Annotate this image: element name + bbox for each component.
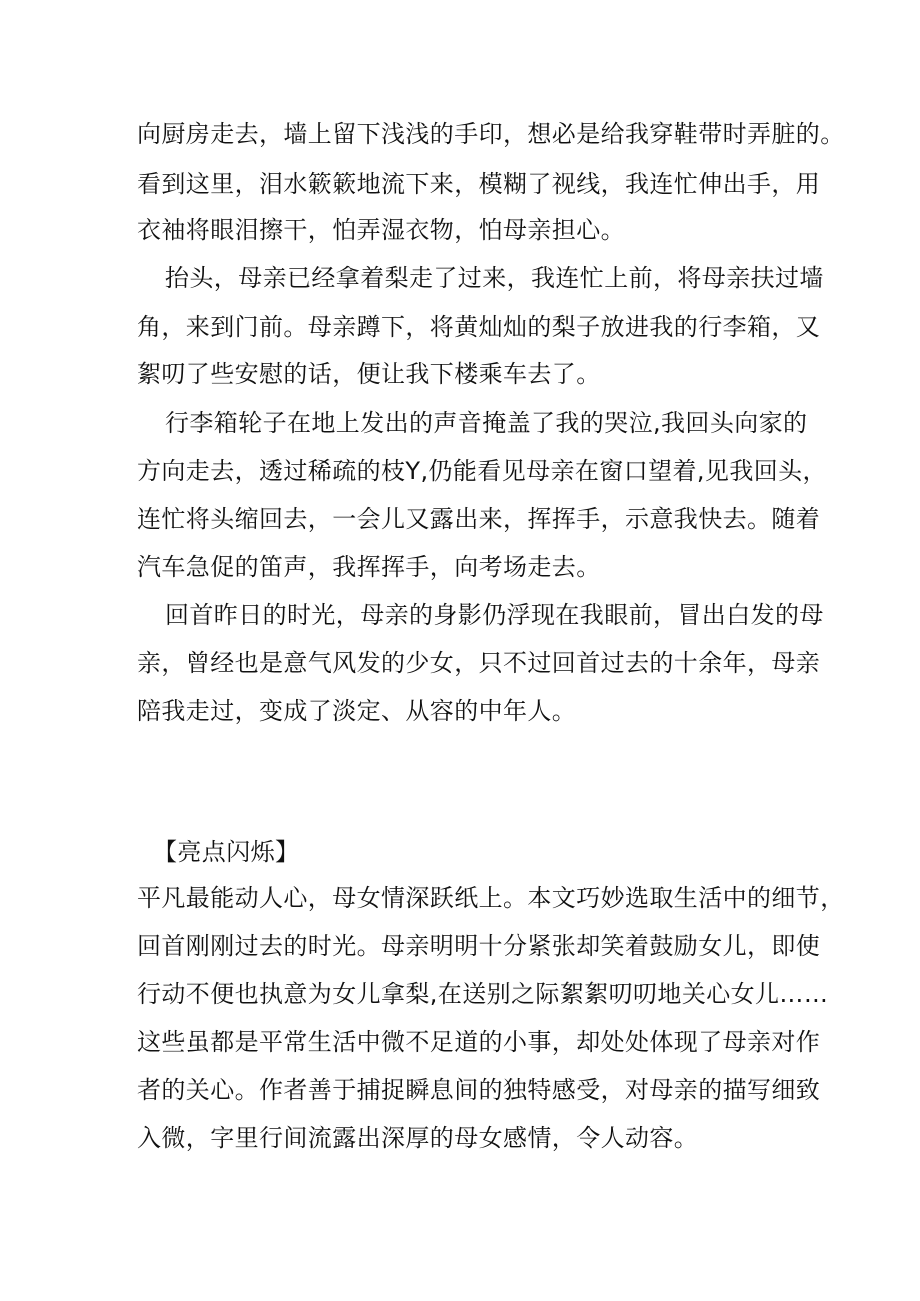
story-line: 方向走去，透过稀疏的枝Y,仍能看见母亲在窗口望着,见我回头，: [137, 457, 827, 485]
story-line: 连忙将头缩回去，一会儿又露出来，挥挥手，示意我快去。随着: [137, 505, 821, 533]
story-line: 行李箱轮子在地上发出的声音掩盖了我的哭泣,我回头向家的: [165, 409, 808, 437]
story-line: 汽车急促的笛声，我挥挥手，向考场走去。: [137, 553, 601, 581]
story-line: 向厨房走去，墙上留下浅浅的手印，想必是给我穿鞋带时弄脏的。: [137, 120, 845, 148]
highlight-line: 者的关心。作者善于捕捉瞬息间的独特感受，对母亲的描写细致: [137, 1076, 821, 1104]
story-line: 衣袖将眼泪擦干，怕弄湿衣物，怕母亲担心。: [137, 216, 625, 244]
story-line: 看到这里，泪水簌簌地流下来，模糊了视线，我连忙伸出手，用: [137, 170, 821, 198]
highlight-line: 这些虽都是平常生活中微不足道的小事，却处处体现了母亲对作: [137, 1028, 821, 1056]
highlight-heading: 【亮点闪烁】: [153, 838, 300, 866]
story-line: 抬头，母亲已经拿着梨走了过来，我连忙上前，将母亲扶过墙: [165, 264, 824, 292]
highlight-line: 行动不便也执意为女儿拿梨,在送别之际絮絮叨叨地关心女儿……: [137, 980, 829, 1008]
story-line: 陪我走过，变成了淡定、从容的中年人。: [137, 697, 577, 725]
story-line: 角，来到门前。母亲蹲下，将黄灿灿的梨子放进我的行李箱，又: [137, 313, 821, 341]
highlight-line: 平凡最能动人心，母女情深跃纸上。本文巧妙选取生活中的细节，: [137, 884, 845, 912]
story-line: 回首昨日的时光，母亲的身影仍浮现在我眼前，冒出白发的母: [165, 601, 824, 629]
story-line: 絮叨了些安慰的话，便让我下楼乘车去了。: [137, 360, 601, 388]
story-line: 亲，曾经也是意气风发的少女，只不过回首过去的十余年，母亲: [137, 649, 821, 677]
highlight-line: 入微，字里行间流露出深厚的母女感情，令人动容。: [137, 1124, 699, 1152]
highlight-line: 回首刚刚过去的时光。母亲明明十分紧张却笑着鼓励女儿，即使: [137, 932, 821, 960]
